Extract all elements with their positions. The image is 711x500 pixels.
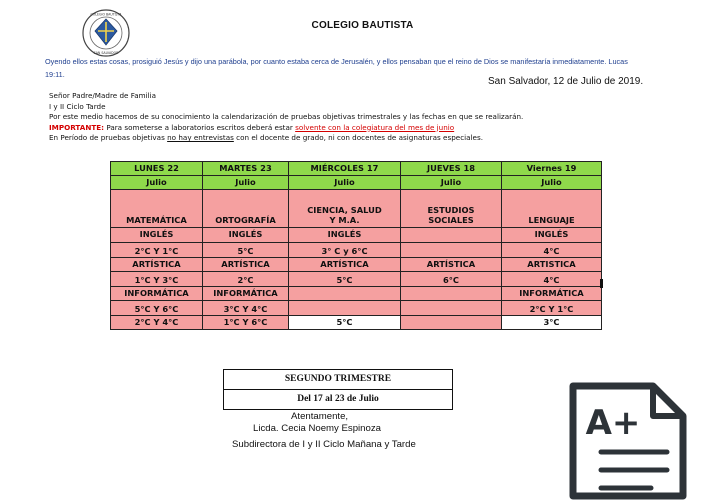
- trimester-box: [223, 369, 453, 410]
- trimester-dates: Del 17 al 23 de Julio: [224, 389, 452, 409]
- subject-cell: CIENCIA, SALUD Y M.A.: [289, 190, 401, 228]
- day-cell: JUEVES 18: [401, 162, 502, 176]
- computing-row: [111, 287, 602, 301]
- day-cell: LUNES 22: [111, 162, 203, 176]
- signature-closing: Atentamente,: [291, 411, 349, 422]
- grade-cell: 5°C: [289, 272, 401, 287]
- svg-text:SAN SALVADOR: SAN SALVADOR: [93, 51, 119, 55]
- purpose-line: Por este medio hacemos de su conocimiento la calendarización de pruebas objetivas trimestrales y las fechas en que se realizarán.: [49, 112, 524, 121]
- grade-cell: 2°C Y 4°C: [111, 316, 203, 330]
- place-date: San Salvador, 12 de Julio de 2019.: [488, 76, 644, 87]
- grade-cell: 4°C: [502, 243, 602, 258]
- grade-cell: 2°C Y 1°C: [111, 243, 203, 258]
- important-line: [49, 123, 649, 134]
- day-cell: Viernes 19: [502, 162, 602, 176]
- last-grades-row: [111, 316, 602, 330]
- grade-text: A+: [585, 403, 641, 443]
- grade-cell: 1°C Y 6°C: [203, 316, 289, 330]
- interviews-line: En Período de pruebas objetivas no hay entrevistas con el docente de grado, ni con docentes de asignaturas especiales.: [49, 133, 483, 142]
- computing-cell: INFORMÁTICA: [203, 287, 289, 301]
- computing-cell: [289, 287, 401, 301]
- grade-cell: 2°C: [203, 272, 289, 287]
- no-interviews-note: no hay entrevistas: [167, 133, 234, 142]
- svg-text:COLEGIO BAUTISTA: COLEGIO BAUTISTA: [90, 12, 122, 17]
- english-cell: INGLÉS: [502, 228, 602, 243]
- computing-cell: [401, 287, 502, 301]
- grade-cell: 4°C: [502, 272, 602, 287]
- day-cell: MIÉRCOLES 17: [289, 162, 401, 176]
- english-cell: INGLÉS: [111, 228, 203, 243]
- table-edge-mark: [600, 279, 603, 288]
- art-grades-row: [111, 272, 602, 287]
- english-cell: [401, 228, 502, 243]
- grade-cell: 3°C Y 4°C: [203, 301, 289, 316]
- english-cell: INGLÉS: [289, 228, 401, 243]
- intro-text: [49, 91, 649, 144]
- english-grades-row: [111, 243, 602, 258]
- grade-cell: 1°C Y 3°C: [111, 272, 203, 287]
- grade-cell: 5°C: [289, 316, 401, 330]
- grade-cell: [401, 316, 502, 330]
- grade-cell: [401, 301, 502, 316]
- subject-cell: ESTUDIOS SOCIALES: [401, 190, 502, 228]
- art-cell: ARTISTICA: [502, 258, 602, 272]
- art-cell: ARTÍSTICA: [289, 258, 401, 272]
- computing-cell: INFORMÁTICA: [502, 287, 602, 301]
- payment-requirement: solvente con la colegiatura del mes de junio: [295, 122, 455, 132]
- subject-cell: ORTOGRAFÍA: [203, 190, 289, 228]
- month-cell: Julio: [111, 176, 203, 190]
- month-cell: Julio: [401, 176, 502, 190]
- art-cell: ARTÍSTICA: [401, 258, 502, 272]
- english-row: [111, 228, 602, 243]
- grade-cell: [289, 301, 401, 316]
- grade-cell: [401, 243, 502, 258]
- signature-name: Licda. Cecia Noemy Espinoza: [253, 423, 381, 434]
- art-row: [111, 258, 602, 272]
- computing-grades-row: [111, 301, 602, 316]
- grade-cell: 5°C: [203, 243, 289, 258]
- school-title: COLEGIO BAUTISTA: [311, 20, 414, 31]
- art-cell: ARTÍSTICA: [111, 258, 203, 272]
- month-cell: Julio: [203, 176, 289, 190]
- recipient-line: Señor Padre/Madre de Familia: [49, 91, 157, 100]
- bible-verse: Oyendo ellos estas cosas, prosiguió Jesús y dijo una parábola, por cuanto estaba cerca de Jerusalén, y ellos pensaban que el reino de Dios se manifestaría inmediatamente. Lucas 19:11.: [45, 57, 628, 79]
- grade-cell: 3°C: [502, 316, 602, 330]
- subject-cell: LENGUAJE: [502, 190, 602, 228]
- exam-schedule-table: [110, 161, 602, 330]
- graded-paper-icon: [561, 374, 699, 500]
- trimester-name: SEGUNDO TRIMESTRE: [284, 374, 392, 384]
- grade-cell: 6°C: [401, 272, 502, 287]
- signature-role: Subdirectora de I y II Ciclo Mañana y Tarde: [232, 439, 416, 450]
- cycle-line: I y II Ciclo Tarde: [49, 101, 106, 111]
- school-logo: [82, 9, 130, 57]
- grade-cell: 3° C y 6°C: [289, 243, 401, 258]
- important-text: Para someterse a laboratorios escritos deberá estar: [104, 122, 296, 132]
- subject-cell: MATEMÁTICA: [111, 190, 203, 228]
- art-cell: ARTÍSTICA: [203, 258, 289, 272]
- english-cell: INGLÉS: [203, 228, 289, 243]
- computing-cell: INFORMÁTICA: [111, 287, 203, 301]
- grade-cell: 5°C Y 6°C: [111, 301, 203, 316]
- day-header-row: [111, 162, 602, 176]
- month-cell: Julio: [502, 176, 602, 190]
- important-label: IMPORTANTE:: [49, 122, 105, 132]
- month-cell: Julio: [289, 176, 401, 190]
- day-cell: MARTES 23: [203, 162, 289, 176]
- month-header-row: [111, 176, 602, 190]
- grade-cell: 2°C Y 1°C: [502, 301, 602, 316]
- subject-row: [111, 190, 602, 228]
